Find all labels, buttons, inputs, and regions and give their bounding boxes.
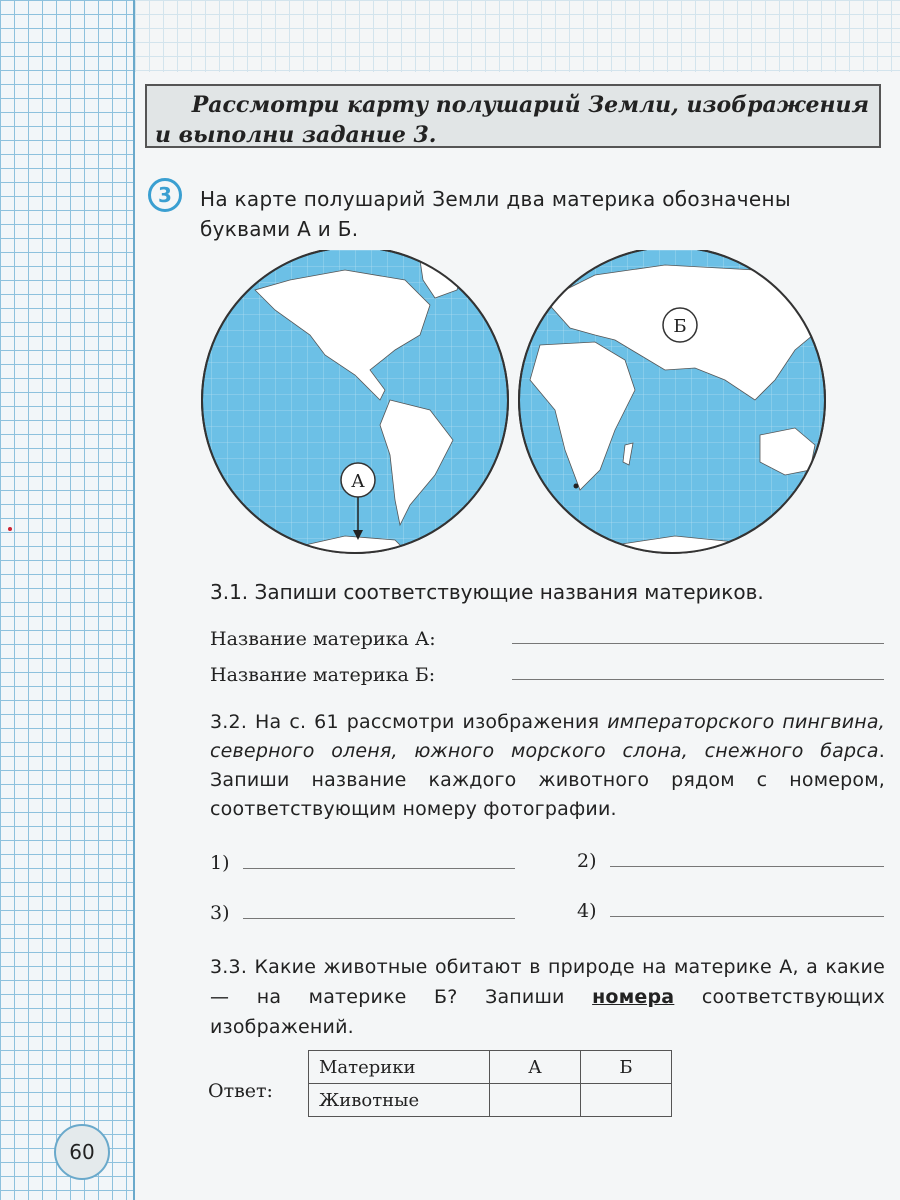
header-continents: Материки — [309, 1051, 490, 1084]
continent-a-label: Название материка А: — [210, 628, 436, 650]
page-number: 60 — [54, 1124, 110, 1180]
answer-table-header-row — [309, 1051, 672, 1084]
hemispheres-map — [195, 250, 835, 560]
answer-item-1-line[interactable] — [243, 868, 515, 869]
q33-prefix: 3.3. Какие животные обитают в природе на материке А, а какие — на материке Б? Запиши — [210, 956, 885, 1008]
graph-paper-margin — [0, 0, 135, 1200]
answer-item-3-line[interactable] — [243, 918, 515, 919]
q32-animals: императорского пингвина, северного оленя, южного морского слона, снежного барса — [210, 711, 885, 762]
margin-line — [133, 0, 135, 1200]
row-animals-label: Животные — [309, 1084, 490, 1117]
answer-item-2-line[interactable] — [610, 866, 884, 867]
continent-a-answer-line[interactable] — [512, 643, 884, 644]
answer-item-2-label: 2) — [577, 850, 597, 872]
question-3-3 — [210, 952, 885, 1042]
instruction-line-1: Рассмотри карту полушарий Земли, изображения — [191, 92, 869, 118]
graph-paper-top — [135, 0, 900, 72]
answer-table — [308, 1050, 672, 1117]
q33-suffix: соответствующих изображений. — [210, 986, 885, 1038]
q32-suffix: . Запиши название каждого животного рядом с номером, соответствующим номеру фотографии. — [210, 740, 885, 820]
continent-a-field-row — [210, 628, 436, 650]
header-b: Б — [581, 1051, 672, 1084]
continent-b-label: Название материка Б: — [210, 664, 436, 686]
answer-table-animals-row — [309, 1084, 672, 1117]
eastern-hemisphere — [512, 250, 832, 560]
q32-prefix: 3.2. На с. 61 рассмотри изображения — [210, 711, 608, 733]
answer-item-1-label: 1) — [210, 852, 230, 874]
marker-a-label: А — [351, 471, 365, 492]
task-text: На карте полушарий Земли два материка обозначены буквами А и Б. — [200, 187, 791, 241]
answer-cell-a[interactable] — [490, 1084, 581, 1117]
answer-item-4-line[interactable] — [610, 916, 884, 917]
answer-item-3-label: 3) — [210, 902, 230, 924]
question-3-1: 3.1. Запиши соответствующие названия материков. — [210, 580, 764, 604]
continent-b-answer-line[interactable] — [512, 679, 884, 680]
western-hemisphere — [195, 250, 515, 560]
continent-b-field-row — [210, 664, 435, 686]
task-number-badge: 3 — [148, 178, 182, 212]
q33-bold: номера — [592, 986, 675, 1008]
margin-mark — [8, 527, 12, 531]
question-3-2 — [210, 708, 885, 824]
answer-label: Ответ: — [208, 1080, 273, 1102]
instruction-box — [145, 84, 881, 148]
header-a: А — [490, 1051, 581, 1084]
marker-b-label: Б — [673, 316, 687, 337]
instruction-line-2: и выполни задание 3. — [155, 122, 437, 148]
answer-item-4-label: 4) — [577, 900, 597, 922]
answer-cell-b[interactable] — [581, 1084, 672, 1117]
